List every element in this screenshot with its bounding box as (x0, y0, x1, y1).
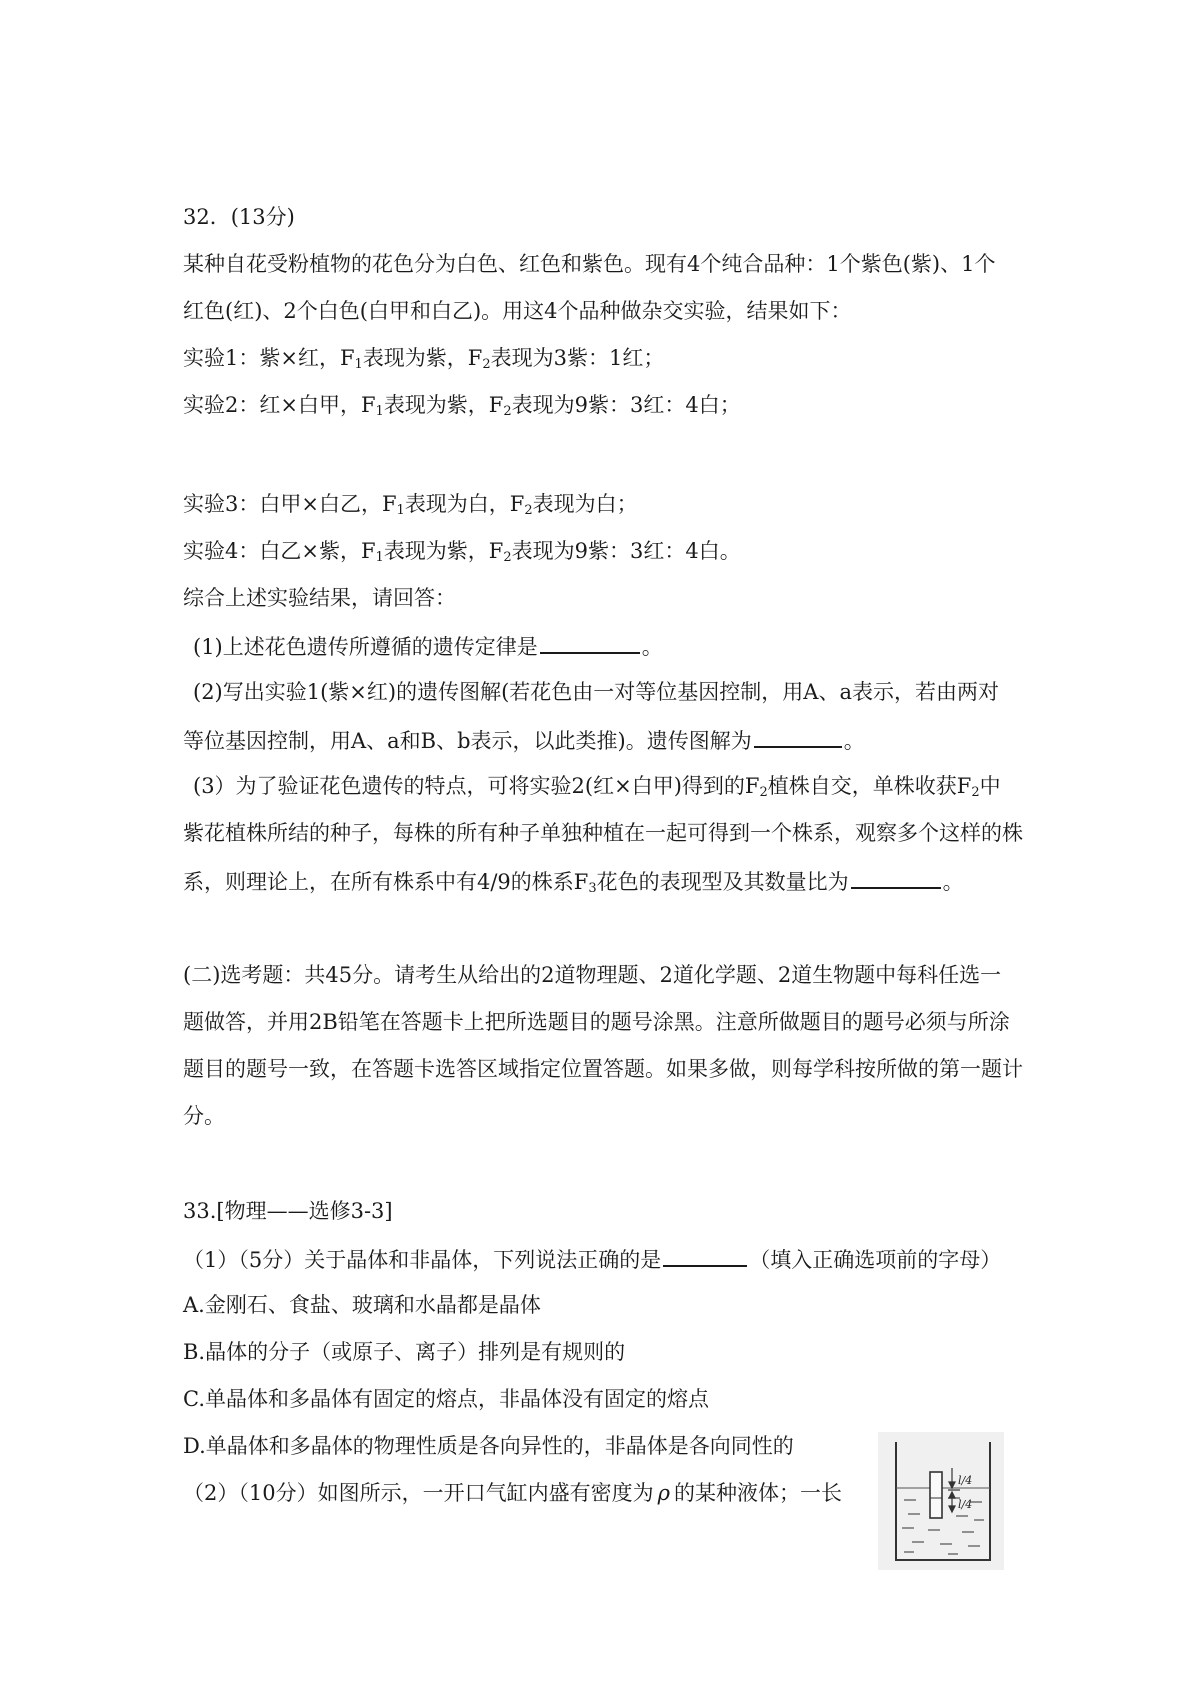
label-top: l/4 (958, 1474, 973, 1487)
experiment-1-text: 实验1：紫×红，F (183, 346, 355, 370)
option-a: A.金刚石、食盐、玻璃和水晶都是晶体 (183, 1293, 541, 1317)
option-c: C.单晶体和多晶体有固定的熔点，非晶体没有固定的熔点 (183, 1387, 709, 1411)
question-33-part-2 (183, 1478, 842, 1508)
cylinder-diagram (878, 1432, 1004, 1570)
sub-question-1 (193, 630, 663, 662)
question-32-header: 32．(13分) (183, 205, 295, 229)
experiment-4-text: 表现为紫，F (383, 539, 504, 563)
experiment-1 (183, 343, 664, 373)
sub-question-3-line-2: 紫花植株所结的种子，每株的所有种子单独种植在一起可得到一个株系，观察多个这样的株 (183, 821, 1023, 845)
sub-question-3-text: 中 (979, 774, 1001, 798)
rho-symbol: ρ (657, 1481, 670, 1505)
experiment-4-text: 表现为9紫：3红：4白。 (511, 539, 741, 563)
subscript: 2 (503, 550, 512, 565)
experiment-4 (183, 536, 741, 566)
subscript: 3 (588, 881, 597, 896)
answer-blank[interactable] (540, 630, 640, 654)
part-2-text: 的某种液体；一长 (673, 1481, 842, 1505)
sub-question-3-text: 系，则理论上，在所有株系中有4/9的株系F (183, 870, 589, 894)
experiment-2-text: 表现为9紫：3红：4白； (511, 393, 741, 417)
sub-question-2-text: 等位基因控制，用A、a和B、b表示，以此类推)。遗传图解为 (183, 729, 752, 753)
answer-blank[interactable] (754, 724, 842, 748)
sub-question-3-text: 植株自交，单株收获F (767, 774, 972, 798)
option-d: D.单晶体和多晶体的物理性质是各向异性的，非晶体是各向同性的 (183, 1434, 794, 1458)
experiment-2-text: 实验2：红×白甲，F (183, 393, 376, 417)
label-bottom: l/4 (958, 1498, 973, 1511)
experiment-3 (183, 489, 638, 519)
subscript: 1 (396, 503, 405, 518)
question-32-intro-line-2: 红色(红)、2个白色(白甲和白乙)。用这4个品种做杂交实验，结果如下： (183, 299, 852, 323)
subscript: 1 (375, 550, 384, 565)
part-2-text: （2）（10分）如图所示，一开口气缸内盛有密度为 (183, 1481, 654, 1505)
subscript: 2 (482, 357, 491, 372)
question-33-header: 33.[物理——选修3-3] (183, 1199, 393, 1223)
elective-instructions-line-2: 题做答，并用2B铅笔在答题卡上把所选题目的题号涂黑。注意所做题目的题号必须与所涂 (183, 1010, 1010, 1034)
experiment-4-text: 实验4：白乙×紫，F (183, 539, 376, 563)
option-b: B.晶体的分子（或原子、离子）排列是有规则的 (183, 1340, 626, 1364)
subscript: 2 (503, 404, 512, 419)
punctuation: 。 (942, 870, 964, 894)
answer-blank[interactable] (663, 1243, 747, 1267)
subscript: 2 (524, 503, 533, 518)
experiment-2 (183, 390, 741, 420)
subscript: 2 (971, 785, 980, 800)
sub-question-3-line-3 (183, 865, 964, 897)
sub-question-2-line-2 (183, 724, 865, 756)
question-32-intro-line-1: 某种自花受粉植物的花色分为白色、红色和紫色。现有4个纯合品种：1个紫色(紫)、1个 (183, 252, 996, 276)
sub-question-1-text: (1)上述花色遗传所遵循的遗传定律是 (193, 635, 538, 659)
subscript: 1 (375, 404, 384, 419)
elective-instructions-line-3: 题目的题号一致，在答题卡选答区域指定位置答题。如果多做，则每学科按所做的第一题计 (183, 1057, 1023, 1081)
sub-question-2-line-1: (2)写出实验1(紫×红)的遗传图解(若花色由一对等位基因控制，用A、a表示，若由两对 (193, 680, 999, 704)
sub-question-3-text: 花色的表现型及其数量比为 (596, 870, 849, 894)
summary-prompt: 综合上述实验结果，请回答： (183, 586, 456, 610)
part-1-text: （填入正确选项前的字母） (749, 1248, 1002, 1272)
sub-question-3-line-1 (193, 771, 1001, 801)
sub-question-3-text: (3）为了验证花色遗传的特点，可将实验2(红×白甲)得到的F (193, 774, 760, 798)
experiment-3-text: 表现为白； (532, 492, 638, 516)
experiment-3-text: 实验3：白甲×白乙，F (183, 492, 397, 516)
question-33-part-1 (183, 1243, 1001, 1275)
subscript: 2 (759, 785, 768, 800)
part-1-text: （1）（5分）关于晶体和非晶体，下列说法正确的是 (183, 1248, 662, 1272)
elective-instructions-line-4: 分。 (183, 1104, 225, 1128)
experiment-1-text: 表现为3紫：1红； (490, 346, 665, 370)
elective-instructions-line-1: (二)选考题：共45分。请考生从给出的2道物理题、2道化学题、2道生物题中每科任选一 (183, 963, 1002, 987)
punctuation: 。 (641, 635, 663, 659)
subscript: 1 (354, 357, 363, 372)
experiment-1-text: 表现为紫，F (362, 346, 483, 370)
experiment-2-text: 表现为紫，F (383, 393, 504, 417)
experiment-3-text: 表现为白，F (404, 492, 525, 516)
punctuation: 。 (843, 729, 865, 753)
answer-blank[interactable] (851, 865, 941, 889)
cylinder-figure (878, 1432, 1004, 1570)
